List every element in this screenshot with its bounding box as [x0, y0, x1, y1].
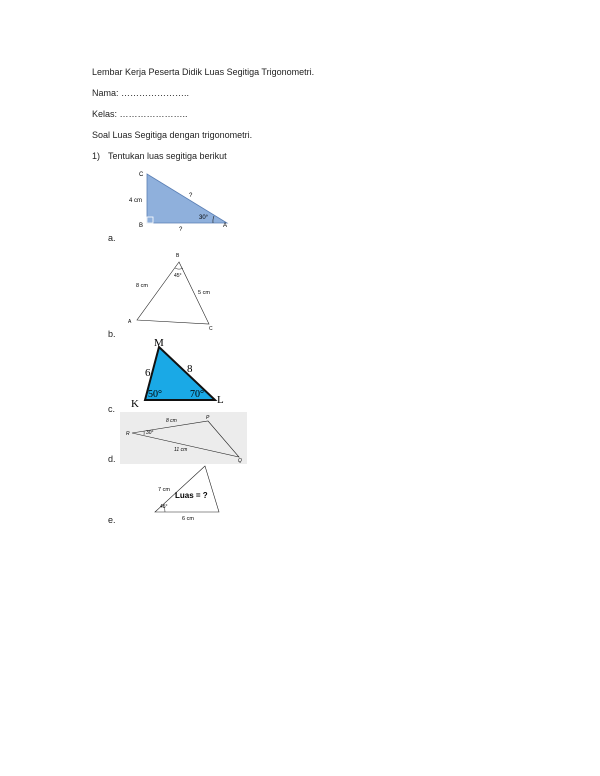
figure-b-triangle [125, 250, 225, 335]
side-left-label: 7 cm [158, 487, 170, 493]
section-heading: Soal Luas Segitiga dengan trigonometri. [92, 130, 253, 140]
angle-a-label: 30° [199, 215, 209, 221]
figure-e-triangle [145, 462, 230, 524]
angle-b-label: 45° [174, 273, 182, 279]
hypotenuse-label: ? [189, 193, 193, 199]
angle-r-label: 30° [146, 430, 154, 436]
side-bc-label: 5 cm [198, 290, 210, 296]
figure-d-letter: d. [108, 454, 116, 464]
question-number: 1) [92, 151, 101, 161]
side-km-label: 6 [145, 367, 151, 379]
side-ml-label: 8 [187, 363, 193, 375]
vertex-b-label: B [139, 223, 144, 229]
figure-c-letter: c. [108, 404, 116, 414]
figure-a-right-triangle [125, 165, 240, 235]
vertex-m-label: M [154, 337, 164, 349]
vertex-r-label: R [126, 431, 130, 437]
figure-d-triangle [120, 412, 247, 464]
vertex-c-label: C [139, 172, 144, 178]
vertex-a-label: A [223, 223, 228, 229]
side-rq-label: 11 cm [174, 447, 188, 453]
class-field-line: Kelas: ………………….. [92, 109, 188, 119]
vertex-l-label: L [217, 394, 224, 406]
side-cb-label: 4 cm [129, 198, 143, 204]
vertex-a-label: A [128, 319, 132, 325]
vertex-c-label: C [209, 326, 213, 332]
side-rp-label: 8 cm [166, 418, 177, 424]
figure-d-background [120, 412, 247, 464]
question-text: Tentukan luas segitiga berikut [108, 151, 227, 161]
angle-k-label: 50° [148, 389, 162, 400]
triangle-a-shape [147, 174, 227, 223]
vertex-q-label: Q [238, 458, 242, 464]
vertex-k-label: K [131, 398, 139, 410]
figure-b-letter: b. [108, 329, 116, 339]
base-label: ? [179, 227, 183, 233]
side-base-label: 6 cm [182, 516, 194, 522]
figure-c-triangle [125, 335, 235, 410]
area-question-label: Luas = ? [175, 491, 208, 500]
worksheet-title: Lembar Kerja Peserta Didik Luas Segitiga Trigonometri. [92, 67, 315, 77]
side-ab-label: 8 cm [136, 283, 148, 289]
vertex-b-label: B [176, 253, 180, 259]
name-field-line: Nama: ………………….. [92, 88, 190, 98]
figure-e-letter: e. [108, 515, 116, 525]
angle-e-label: 45° [160, 504, 168, 510]
vertex-p-label: P [206, 415, 210, 421]
angle-l-label: 70° [190, 389, 204, 400]
figure-a-letter: a. [108, 233, 116, 243]
